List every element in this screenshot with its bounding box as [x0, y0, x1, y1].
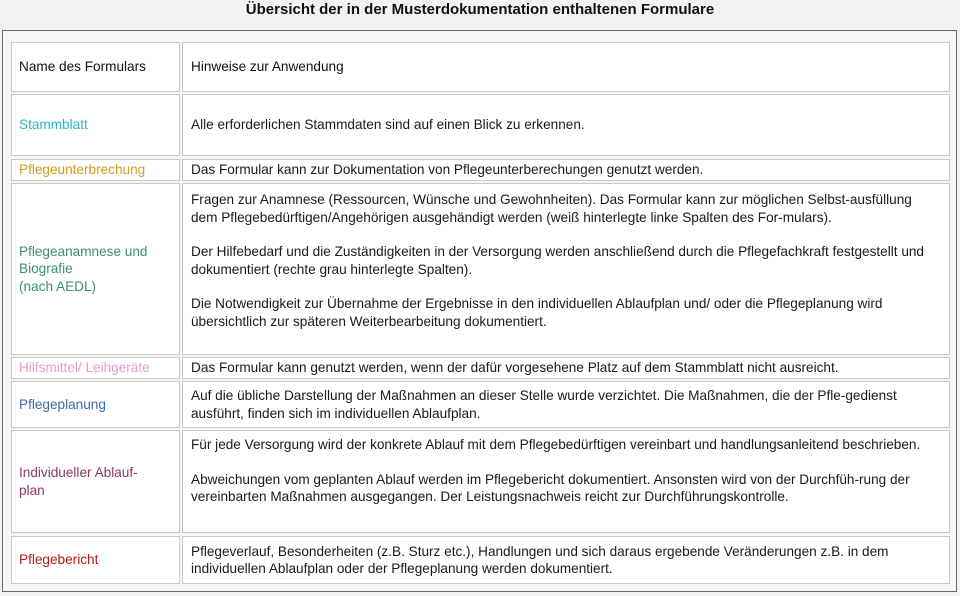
table-row-pflegeunterbrechung-notes — [182, 159, 950, 181]
form-name: Pflegeplanung — [19, 396, 106, 412]
form-name: Pflegeunterbrechung — [19, 162, 146, 178]
table-row-pflegebericht-notes — [182, 536, 950, 584]
table-row-pflegebericht-name — [11, 536, 180, 584]
form-note: Die Notwendigkeit zur Übernahme der Ergebnisse in den individuellen Ablaufplan und/ oder die Pflegeplanung wird übersichtlich zur späteren Weiterbearbeitung dokumentiert. — [191, 296, 883, 329]
form-note: Auf die übliche Darstellung der Maßnahmen an dieser Stelle wurde verzichtet. Die Maßnahmen, die der Pfle-gedienst ausführt, finden sich im individuellen Ablaufplan. — [191, 388, 897, 421]
form-name-line: Individueller Ablauf- — [19, 465, 138, 480]
form-note: Fragen zur Anamnese (Ressourcen, Wünsche und Gewohnheiten). Das Formular kann zur möglichen Selbst-ausfüllung dem Pflegebedürftigen/Angehörigen ausgehändigt werden (weiß hinterlegte linke Spalten des For-mulars). — [191, 192, 912, 225]
form-note: Das Formular kann genutzt werden, wenn der dafür vorgesehene Platz auf dem Stammblatt nicht ausreicht. — [191, 360, 839, 376]
table-row-stammblatt-notes — [182, 94, 950, 156]
table-row-pflegeplanung-name — [11, 381, 180, 428]
table-row-hilfsmittel-notes — [182, 357, 950, 379]
table-row-ablaufplan-name — [11, 430, 180, 533]
header-label-notes: Hinweise zur Anwendung — [191, 59, 344, 75]
table-row-pflegeunterbrechung-name — [11, 159, 180, 181]
form-note: Der Hilfebedarf und die Zuständigkeiten in der Versorgung werden anschließend durch die Pflegefachkraft festgestellt und dokumentiert (rechte grau hinterlegte Spalten). — [191, 244, 924, 277]
form-name: Pflegebericht — [19, 552, 99, 568]
form-note: Abweichungen vom geplanten Ablauf werden im Pflegebericht dokumentiert. Ansonsten wird von der Durchfüh-rung der vereinbarten Maßnahmen ausgegangen. Der Leistungsnachweis reicht zur Durchführungskontrolle. — [191, 471, 910, 504]
form-name-line: plan — [19, 482, 45, 498]
form-name-line: Biografie — [19, 261, 73, 277]
form-note: Für jede Versorgung wird der konkrete Ablauf mit dem Pflegebedürftigen vereinbart und handlungsanleitend beschrieben. — [191, 437, 921, 452]
header-label-name: Name des Formulars — [19, 59, 146, 75]
form-name-line: (nach AEDL) — [19, 278, 97, 294]
table-row-stammblatt-name — [11, 94, 180, 156]
page-title: Übersicht der in der Musterdokumentation enthaltenen Formulare — [245, 1, 715, 18]
form-name: Hilfsmittel/ Leihgeräte — [19, 360, 150, 376]
header-cell-name — [11, 42, 180, 92]
table-row-pflegeplanung-notes — [182, 381, 950, 428]
form-name-line: Pflegeanamnese und — [19, 243, 148, 259]
header-cell-notes — [182, 42, 950, 92]
table-row-ablaufplan-notes — [182, 430, 950, 533]
form-note: Das Formular kann zur Dokumentation von Pflegeunterberechungen genutzt werden. — [191, 162, 704, 178]
form-note: Alle erforderlichen Stammdaten sind auf einen Blick zu erkennen. — [191, 117, 585, 133]
table-row-pflegeanamnese-name — [11, 183, 180, 355]
table-row-pflegeanamnese-notes — [182, 183, 950, 355]
table-row-hilfsmittel-name — [11, 357, 180, 379]
form-name: Stammblatt — [19, 117, 88, 133]
form-note: Pflegeverlauf, Besonderheiten (z.B. Sturz etc.), Handlungen und sich daraus ergebende Veränderungen z.B. in dem individuellen Ablaufplan oder der Pflegeplanung werden dokumentiert. — [191, 543, 889, 576]
